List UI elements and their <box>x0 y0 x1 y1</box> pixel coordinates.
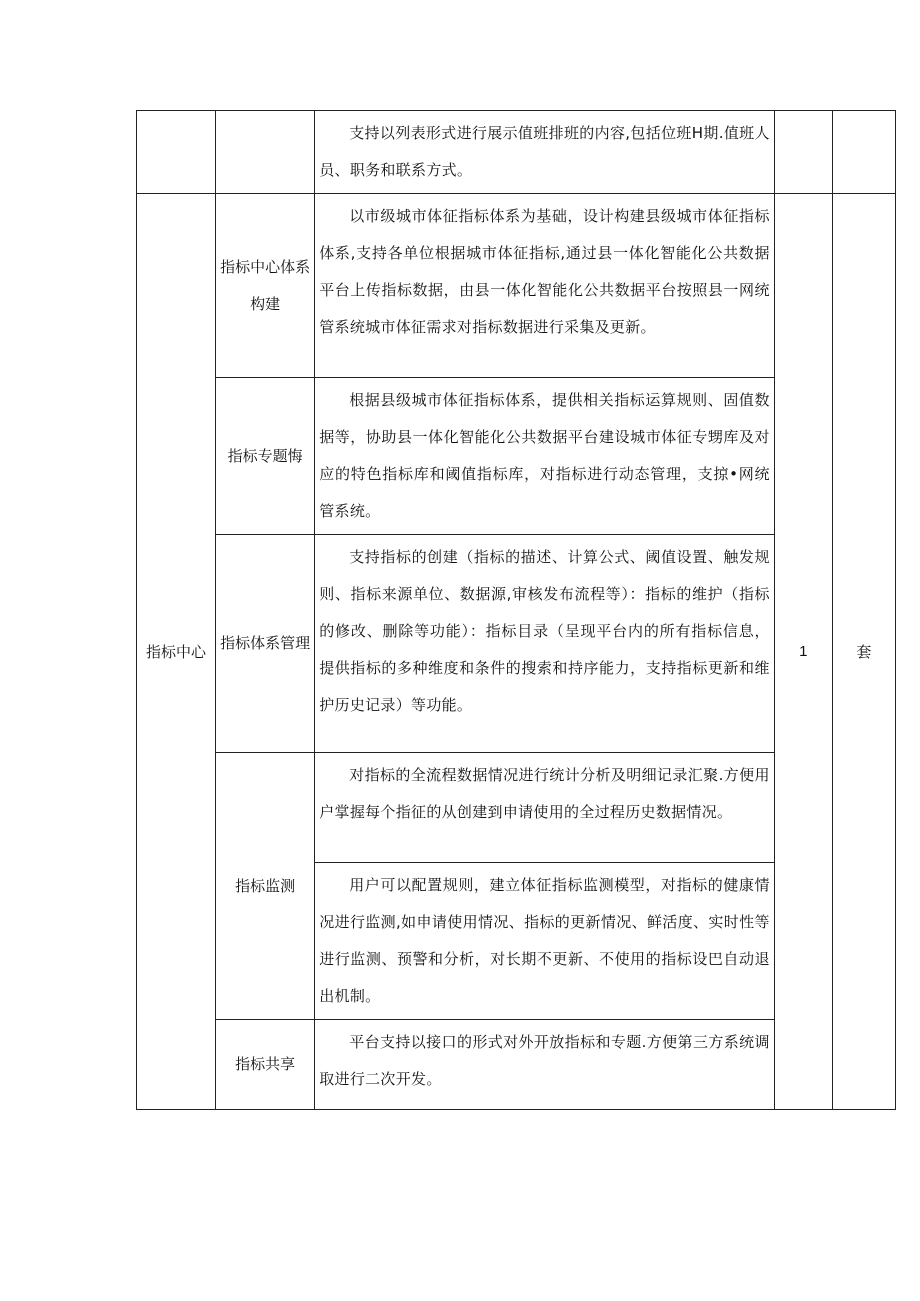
description-cell <box>315 753 775 863</box>
table-row <box>137 111 896 194</box>
spec-table <box>136 110 896 1110</box>
category-cell-empty <box>137 111 216 194</box>
description-text: 以市级城市体征指标体系为基础，设计构建县级城市体征指标体系,支持各单位根据城市体征指标,通过县一体化智能化公共数据平台上传指标数据，由县一体化智能化公共数据平台按照县一网统管系统城市体征需求对指标数据进行采集及更新。 <box>319 207 770 336</box>
subcategory-label: 指标体系管理 <box>220 634 311 652</box>
subcategory-cell <box>216 194 315 378</box>
description-cell <box>315 111 775 194</box>
subcategory-label: 指标监测 <box>235 876 296 895</box>
quantity-cell <box>774 194 832 1110</box>
description-text: 用户可以配置规则，建立体征指标监测模型，对指标的健康情况进行监测,如申请使用情况、指标的更新情况、鲜活度、实时性等进行监测、预警和分析，对长期不更新、不使用的指标设巴自动退出机制。 <box>319 876 770 1005</box>
subcategory-cell <box>216 378 315 535</box>
table-row <box>137 194 896 378</box>
quantity-value: 1 <box>799 643 808 660</box>
subcategory-cell <box>216 535 315 753</box>
description-cell <box>315 535 775 753</box>
quantity-cell-empty <box>774 111 832 194</box>
description-text: 支持以列表形式进行展示值班排班的内容,包括位班H期.值班人员、职务和联系方式。 <box>319 124 770 179</box>
description-text: 支持指标的创建（指标的描述、计算公式、阈值设置、触发规则、指标来源单位、数据源,审核发布流程等）：指标的维护（指标的修改、删除等功能）：指标目录（呈现平台内的所有指标信息，提供指标的多种维度和条件的搜索和持序能力，支持指标更新和维护历史记录）等功能。 <box>319 548 770 714</box>
unit-cell-empty <box>832 111 895 194</box>
description-text: 根据县级城市体征指标体系，提供相关指标运算规则、固值数据等，协助县一体化智能化公共数据平台建设城市体征专甥库及对应的特色指标库和阈值指标库，对指标进行动态管理，支掠•网统管系统。 <box>319 391 770 520</box>
description-cell <box>315 1020 775 1110</box>
unit-value: 套 <box>856 643 872 661</box>
category-cell <box>137 194 216 1110</box>
subcategory-cell <box>216 1020 315 1110</box>
subcategory-label: 指标中心体系构建 <box>220 257 311 313</box>
category-label: 指标中心 <box>146 642 207 661</box>
unit-cell <box>832 194 895 1110</box>
description-text: 平台支持以接口的形式对外开放指标和专题.方便第三方系统调取进行二次开发。 <box>319 1033 770 1088</box>
description-text: 对指标的全流程数据情况进行统计分析及明细记录汇聚.方便用户掌握每个指征的从创建到申请使用的全过程历史数据情况。 <box>319 766 770 821</box>
subcategory-cell <box>216 753 315 1020</box>
subcategory-cell-empty <box>216 111 315 194</box>
description-cell <box>315 194 775 378</box>
description-cell <box>315 863 775 1020</box>
description-cell <box>315 378 775 535</box>
subcategory-label: 指标专题悔 <box>227 446 303 465</box>
subcategory-label: 指标共享 <box>235 1055 296 1073</box>
